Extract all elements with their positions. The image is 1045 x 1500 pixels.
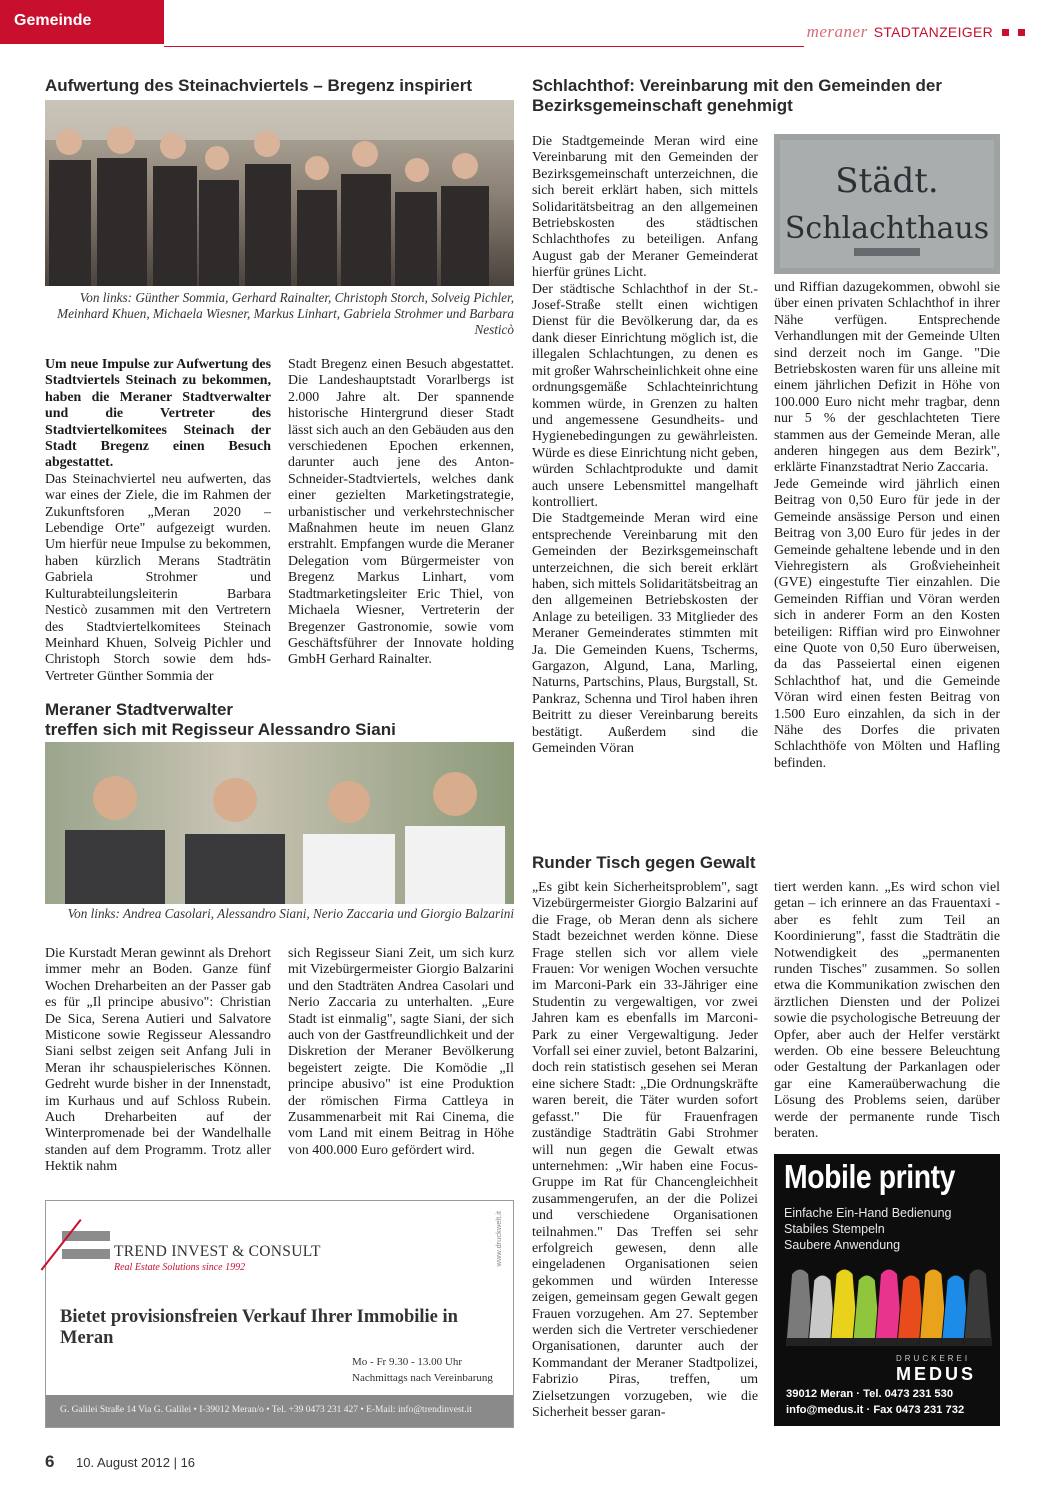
headline-siani-line1: Meraner Stadtverwalter: [45, 700, 234, 719]
gewalt-column-2: [774, 880, 1000, 1143]
section-tab: Gemeinde: [0, 0, 164, 44]
trend-tagline: Real Estate Solutions since 1992: [114, 1262, 246, 1273]
photo-siani-group-image: [45, 742, 514, 904]
trend-hours-line2: Nachmittags nach Vereinbarung: [352, 1372, 493, 1384]
page-number: 6: [45, 1452, 55, 1471]
ad-trend-invest[interactable]: [45, 1200, 514, 1428]
schlachthof-body-4: und Riffian dazugekommen, obwohl sie über einen privaten Schlachthof in ihrer Nähe verfügen. Entsprechende Verhandlungen mit der Gemeinde Ulten sind derzeit noch im Gange. "Die Betriebskosten waren für uns alleine mit einem jährlichen Defizit in Höhe von 100.000 Euro nicht mehr tragbar, denn nur 5 % der geschlachteten Tiere stammen aus der Gemeinde Meran, alle anderen hingegen aus dem Bezirk", erklärte Finanzstadtrat Nerio Zaccaria.: [774, 280, 1000, 476]
bregenz-body-2: Stadt Bregenz einen Besuch abgestattet. Die Landeshauptstadt Vorarlbergs ist 2.000 Jahre alt. Der spannende historische Hintergrund dieser Stadt lässt sich auch an den Gebäuden aus den verschiedenen Epochen erkennen, darunter auch jene des Anton-Schneider-Stadtviertels, welches dank einer gezielten Marketingstrategie, urbanistischer und verkehrstechnischer Maßnahmen heute im neuen Glanz erstrahlt. Empfangen wurde die Meraner Delegation vom Bürgermeister von Bregenz Markus Linhart, vom Stadtmarketingsleiter Eric Thiel, von Michaela Wiesner, Vertreterin der Bregenzer Gastronomie, sowie vom Geschäftsführer der Innovate holding GmbH Gerhard Rainalter.: [288, 357, 514, 668]
medus-feature-2: Stabiles Stempeln: [784, 1222, 885, 1236]
masthead-square-icon: [1018, 29, 1025, 36]
siani-body-2: sich Regisseur Siani Zeit, um sich kurz mit Vizebürgermeister Giorgio Balzarini und den Stadträten Andrea Casolari und Nerio Zaccaria zu unterhalten. „Eure Stadt ist einmalig", sagte Siani, der sich auch von der Gastfreundlichkeit und der Diskretion der Meraner Bevölkerung begeistert zeigte. Die Komödie „Il principe abusivo" ist eine Produktion der römischen Firma Cattleya in Zusammenarbeit mit Rai Cinema, die vom Land mit einem Beitrag in Höhe von 400.000 Euro gefördert wird.: [288, 946, 514, 1158]
masthead-square-icon: [1002, 29, 1009, 36]
photo-bregenz-group: [45, 100, 514, 286]
photo-bregenz-group-image: [45, 100, 514, 286]
trend-company-name: TREND INVEST & CONSULT: [114, 1243, 321, 1260]
schlachthof-body-3: Die Stadtgemeinde Meran wird eine entsprechende Vereinbarung mit den Gemeinden der Bezirksgemeinschaft unterzeichnen, die sich bereit erklärt haben, sich mittels Solidaritätsbeitrag an den allgemeinen Betriebskosten der Anlage zu beteiligen. 33 Mitglieder des Meraner Gemeinderates stimmten mit Ja. Die Gemeinden Kuens, Tscherms, Gargazon, Algund, Lana, Marling, Naturns, Partschins, Plaus, Burgstall, St. Pankraz, Schenna und Tirol haben ihren Beitritt zu dieser Vereinbarung bereits bestätigt. Außerdem sind die Gemeinden Vöran: [532, 511, 758, 757]
schlachthof-column-1: [532, 134, 758, 757]
trend-hours-line1: Mo - Fr 9.30 - 13.00 Uhr: [352, 1356, 462, 1368]
medus-contact-line1: 39012 Meran · Tel. 0473 231 530: [786, 1388, 954, 1400]
siani-body-1: Die Kurstadt Meran gewinnt als Drehort immer mehr an Boden. Ganze fünf Wochen Dreharbeiten an der Passer gab es für „Il principe abusivo": Christian De Sica, Serena Autieri und Salvatore Misticone sowie Regisseur Alessandro Siani selbst zeigen seit Anfang Juli in Meran ihr schauspielerisches Können. Gedreht wurde bisher in der Innenstadt, im Kurhaus und auf Schloss Rubein. Auch Dreharbeiten auf der Winterpromenade bei der Wandelhalle standen auf dem Programm. Trotz aller Hektik nahm: [45, 946, 271, 1175]
headline-gewalt: Runder Tisch gegen Gewalt: [532, 853, 756, 872]
schlachthof-body-2: Der städtische Schlachthof in der St.-Josef-Straße stellt einen wichtigen Dienst für die Bevölkerung dar, da es dank dieser Einrichtung möglich ist, die illegalen Schlachtungen, zu denen es mit großer Wahrscheinlichkeit ohne eine ordnungsgemäße Schlachteinrichtung kommen würde, in Grenzen zu halten und angemessene Gesundheits- und Hygienebedingungen zu gewährleisten. Würde es diese Einrichtung nicht geben, würden Schlachtprodukte und damit auch unsere Lebensmittel mangelhaft kontrolliert.: [532, 281, 758, 510]
masthead-brand-part2: STADTANZEIGER: [873, 24, 993, 40]
schlachthaus-sign-line1: Städt.: [835, 161, 939, 201]
caption-siani: Von links: Andrea Casolari, Alessandro Siani, Nerio Zaccaria und Giorgio Balzarini: [67, 906, 514, 921]
siani-column-2: [288, 946, 514, 1159]
stamps-illustration: [780, 1254, 994, 1350]
trend-claim: Bietet provisionsfreien Verkauf Ihrer Immobilie in Meran: [60, 1307, 458, 1348]
gewalt-body-1: „Es gibt kein Sicherheitsproblem", sagt Vizebürgermeister Giorgio Balzarini auf die Frage, ob Meran denn als sichere Stadt bezeichnet werden könne. Diese Frage stellen sich vor allem viele Frauen: Vor wenigen Wochen versuchte im Marconi-Park ein 33-Jähriger eine Studentin zu vergewaltigen, vor zwei Jahren kam es ebenfalls im Marconi-Park zu einer Vergewaltigung. Jeder Vorfall sei einer zuviel, betont Balzarini, doch rein statistisch gesehen sei Meran eine sichere Stadt: „Die Ordnungskräfte waren bereit, die Täter wurden sofort gefasst." Die für Frauenfragen zuständige Stadträtin Gabi Strohmer will nun gegen die Gewalt etwas unternehmen: „Wir haben eine Focus-Gruppe im Rat für Chancengleichheit zusammengerufen, an der die Polizei und verschiedene Organisationen teilnahmen." Das Treffen sei sehr erfolgreich gewesen, denn alle eingeladenen Organisationen seien gekommen und würden Interesse zeigen, gemeinsam gegen Gewalt gegen Frauen vorzugehen. Am 27. September werden sich die Vertreter verschiedener Organisationen, darunter auch der Kommandant der Meraner Stadtpolizei, Fabrizio Piras, treffen, um Zielsetzungen vorzugeben, wie die Sicherheit besser garan-: [532, 880, 758, 1420]
ad-medus-printy[interactable]: [774, 1154, 1000, 1426]
headline-schlachthof-line1: Schlachthof: Vereinbarung mit den Gemeinden der: [532, 76, 942, 95]
medus-ad-title: Mobile printy: [784, 1158, 956, 1195]
photo-schlachthaus-sign-image: [774, 134, 1000, 274]
photo-schlachthaus-sign: [774, 134, 1000, 274]
medus-contact-line2: info@medus.it · Fax 0473 231 732: [786, 1404, 965, 1416]
medus-feature-1: Einfache Ein-Hand Bedienung: [784, 1206, 952, 1220]
masthead-brand-part1: meraner: [806, 22, 868, 41]
schlachthaus-sign-line2: Schlachthaus: [784, 211, 990, 246]
trend-contact-footer: G. Galilei Straße 14 Via G. Galilei • I-39012 Meran/o • Tel. +39 0473 231 427 • E-Mail: info@trendinvest.it: [46, 1395, 513, 1427]
photo-siani-group: [45, 742, 514, 904]
siani-column-1: [45, 946, 271, 1176]
bregenz-column-1: [45, 357, 271, 685]
issue-date: 10. August 2012 | 16: [76, 1455, 196, 1470]
medus-feature-3: Saubere Anwendung: [784, 1238, 901, 1252]
trend-logo-slash-icon: [41, 1219, 82, 1271]
headline-siani-line2: treffen sich mit Regisseur Alessandro Siani: [45, 720, 396, 739]
stamp-shape: [964, 1269, 992, 1346]
schlachthof-body-5: Jede Gemeinde wird jährlich einen Beitrag von 0,50 Euro für jede in der Gemeinde ansässige Person und einen Beitrag von 3,00 Euro für jedes in der Gemeinde gehaltene lebende und in den Viehregistern als Großvieheinheit (GVE) eingestufte Tier einzahlen. Die Gemeinden Riffian und Vöran werden sich in anderer Form an den Kosten beteiligen: Riffian wird pro Einwohner eine Quote von 0,50 Euro überweisen, da das Passeiertal einen eigenen Schlachthof hat, und die Gemeinde Vöran wird einen festen Beitrag von 1.500 Euro einzahlen, da sich in der Nähe des Dorfes die privaten Schlachthöfe von Mölten und Hafling befinden.: [774, 476, 1000, 771]
bregenz-column-2: [288, 357, 514, 669]
trend-vertical-credit: www.druckwelt.it: [494, 1211, 503, 1267]
gewalt-body-2: tiert werden kann. „Es wird schon viel getan – ich erinnere an das Frauentaxi - aber es fehlt zum Teil an Koordinierung", fasst die Stadträtin die Notwendigkeit des „permanenten runden Tisches" zusammen. So sollen etwa die Kommunikation zwischen den ärztlichen Diensten und der Polizei sowie die psychologische Betreuung der Opfer, aber auch der Helfer verstärkt werden. Ob eine bessere Beleuchtung oder Gestaltung der Parkanlagen oder gar eine Kameraüberwachung die Lösung des Problems seien, darüber werde der permanente runde Tisch beraten.: [774, 880, 1000, 1142]
header-rule: [164, 46, 804, 47]
headline-schlachthof-line2: Bezirksgemeinschaft genehmigt: [532, 96, 793, 115]
bregenz-lead: Um neue Impulse zur Aufwertung des Stadtviertels Steinach zu bekommen, haben die Meraner Stadtverwalter und die Vertreter des Stadtviertelkomitees Steinach der Stadt Bregenz einen Besuch abgestattet.: [45, 357, 271, 471]
schlachthof-column-2: [774, 280, 1000, 772]
medus-logo: MEDUS: [896, 1364, 977, 1384]
bregenz-body-1: Das Steinachviertel neu aufwerten, das war eines der Ziele, die im Rahmen der Zukunftsforen „Meran 2020 – Lebendige Orte" aufgezeigt wurden. Um hierfür neue Impulse zu bekommen, haben kürzlich Merans Stadträtin Gabriela Strohmer und Kulturabteilungsleiterin Barbara Nesticò zusammen mit den Vertretern des Stadtviertelkomitees Steinach Meinhard Khuen, Solveig Pichler und Christoph Storch sowie dem hds-Vertreter Günther Sommia der: [45, 471, 271, 684]
headline-bregenz: Aufwertung des Steinachviertels – Bregenz inspiriert: [45, 76, 473, 95]
gewalt-column-1: [532, 880, 758, 1421]
medus-druckerei-label: DRUCKEREI: [896, 1354, 971, 1363]
caption-bregenz: Von links: Günther Sommia, Gerhard Rainalter, Christoph Storch, Solveig Pichler, Meinhard Khuen, Michaela Wiesner, Markus Linhart, Gabriela Strohmer und Barbara Nesticò: [57, 290, 514, 337]
trend-logo-bar: [62, 1249, 110, 1259]
headline-siani: [45, 700, 515, 740]
headline-schlachthof: [532, 76, 1012, 116]
masthead: [807, 22, 1025, 42]
schlachthof-body-1: Die Stadtgemeinde Meran wird eine Vereinbarung mit den Gemeinden der Bezirksgemeinschaft unterzeichnen, die sich bereit erklärt haben, sich mittels Solidaritätsbeitrag an den allgemeinen Betriebskosten des städtischen Schlachthofes zu beteiligen. Anfang August gab der Meraner Gemeinderat hierfür grünes Licht.: [532, 134, 758, 281]
